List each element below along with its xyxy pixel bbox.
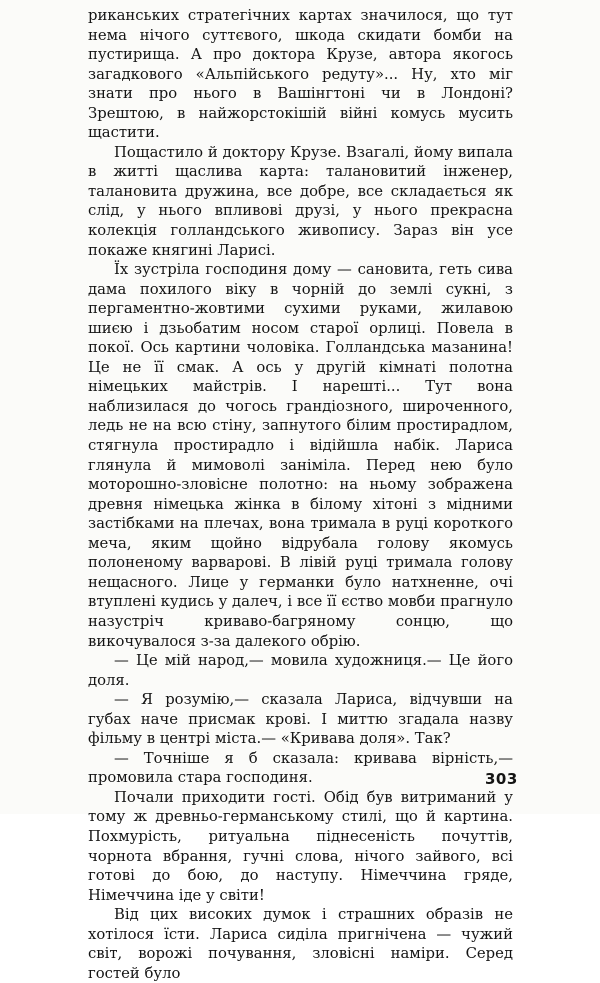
paragraph-continuation: риканських стратегічних картах значилося, що тут нема нічого суттєвого, шкода скидати бомби на пустирища. А про доктора Крузе, автора якогось загадкового «Альпійського редуту»... Ну, хто міг знати про нього в Вашінгтоні чи в Лондоні? Зрештою, в найжорстокішій війні комусь мусить щастити. — [88, 7, 513, 142]
dialogue-line: — Я розумію,— сказала Лариса, відчувши на губах наче присмак крові. І миттю згадала назву фільму в центрі міста.— «Кривава доля». Так? — [88, 691, 513, 748]
page-number: 303 — [485, 770, 518, 788]
paragraph: Від цих високих думок і страшних образів не хотілося їсти. Лариса сиділа пригнічена — чужий світ, ворожі почування, зловісні наміри. Серед гостей було — [88, 906, 513, 982]
paragraph: Почали приходити гості. Обід був витриманий у тому ж древньо-германському стилі, що й картина. Похмурість, ритуальна піднесеність почуттів, чорнота вбрання, гучні слова, нічого зайвого, всі готові до бою, до наступу. Німеччина гряде, Німеччина іде у світи! — [88, 788, 513, 904]
dialogue-line: — Точніше я б сказала: кривава вірність,— промовила стара господиня. — [88, 749, 513, 787]
paragraph: Пощастило й доктору Крузе. Взагалі, йому випала в житті щаслива карта: талановитий інженер, талановита дружина, все добре, все складається як слід, у нього впливові друзі, у нього прекрасна колекція голландського живопису. Зараз він усе покаже княгині Ларисі. — [88, 143, 513, 259]
dialogue-line: — Це мій народ,— мовила художниця.— Це його доля. — [88, 652, 513, 689]
paragraph: Їх зустріла господиня дому — сановита, геть сива дама похилого віку в чорній до землі сукні, з пергаментно-жовтими сухими руками, жилавою шиєю і дзьобатим носом старої орлиці. Повела в покої. Ось картини чоловіка. Голландська мазанина! Це не її смак. А ось у другій кімнаті полотна німецьких майстрів. І нарешті... Тут вона наблизилася до чогось грандіозного, широченного, ледь не на всю стіну, запнутого білим простирадлом, стягнула простирадло і відійшла набік. Лариса глянула й мимоволі заніміла. Перед нею було моторошно-зловісне полотно: на ньому зображена древня німецька жінка в білому хітоні з мідними застібками на плечах, вона тримала в руці короткого меча, яким щойно відрубала голову якомусь полоненому варварові. В лівій руці тримала голову нещасного. Лице у германки було натхненне, очі втуплені кудись у далеч, і все її єство мовби прагнуло назустріч криваво-багряному сонцю, що викочувалося з-за далекого обрію. — [88, 261, 513, 650]
body-text — [88, 6, 513, 983]
